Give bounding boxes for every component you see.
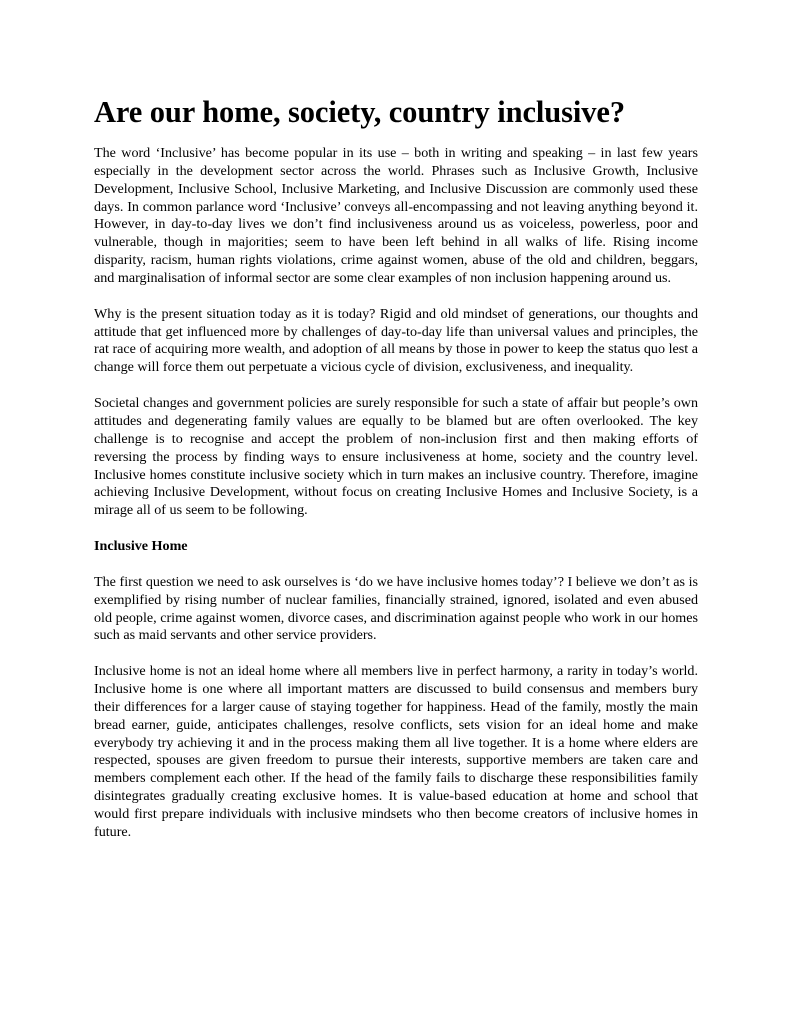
paragraph-inclusive-home-definition: Inclusive home is not an ideal home where all members live in perfect harmony, a rarity in today’s world. Inclusive home is one where all important matters are discussed to build consensus and members bury their differences for a larger cause of staying together for happiness. Head of the family, mostly the main bread earner, guide, anticipates challenges, resolve conflicts, sets vision for an ideal home and make everybody try achieving it and in the process making them all live together. It is a home where elders are respected, spouses are given freedom to pursue their interests, supportive members are taken care and members complement each other. If the head of the family fails to discharge these responsibilities family disintegrates gradually creating exclusive homes. It is value-based education at home and school that would first prepare individuals with inclusive mindsets who then become creators of inclusive homes in future. — [94, 663, 698, 840]
document-page — [94, 95, 698, 860]
paragraph-societal-changes: Societal changes and government policies are surely responsible for such a state of affair but people’s own attitudes and degenerating family values are equally to be blamed but are often overlooked. The key challenge is to recognise and accept the problem of non-inclusion first and then making efforts of reversing the process by finding ways to ensure inclusiveness at home, society and the country level. Inclusive homes constitute inclusive society which in turn makes an inclusive country. Therefore, imagine achieving Inclusive Development, without focus on creating Inclusive Homes and Inclusive Society, is a mirage all of us seem to be following. — [94, 395, 698, 519]
section-heading-inclusive-home: Inclusive Home — [94, 538, 188, 555]
paragraph-first-question: The first question we need to ask ourselves is ‘do we have inclusive homes today’? I believe we don’t as is exemplified by rising number of nuclear families, financially strained, ignored, isolated and even abused old people, crime against women, divorce cases, and discrimination against people who work in our homes such as maid servants and other service providers. — [94, 573, 698, 644]
paragraph-intro: The word ‘Inclusive’ has become popular in its use – both in writing and speaking – in last few years especially in the development sector across the world. Phrases such as Inclusive Growth, Inclusive Development, Inclusive School, Inclusive Marketing, and Inclusive Discussion are commonly used these days. In common parlance word ‘Inclusive’ conveys all-encompassing and not leaving anything beyond it. However, in day-to-day lives we don’t find inclusiveness around us as voiceless, powerless, poor and vulnerable, though in majorities; seem to have been left behind in all walks of life. Rising income disparity, racism, human rights violations, crime against women, abuse of the old and children, beggars, and marginalisation of informal sector are some clear examples of non inclusion happening around us. — [94, 145, 698, 286]
paragraph-present-situation: Why is the present situation today as it is today? Rigid and old mindset of generations, our thoughts and attitude that get influenced more by challenges of day-to-day life than universal values and principles, the rat race of acquiring more wealth, and adoption of all means by those in power to keep the status quo lest a change will force them out perpetuate a vicious cycle of division, exclusiveness, and inequality. — [94, 305, 698, 376]
page-title: Are our home, society, country inclusive? — [94, 95, 626, 129]
